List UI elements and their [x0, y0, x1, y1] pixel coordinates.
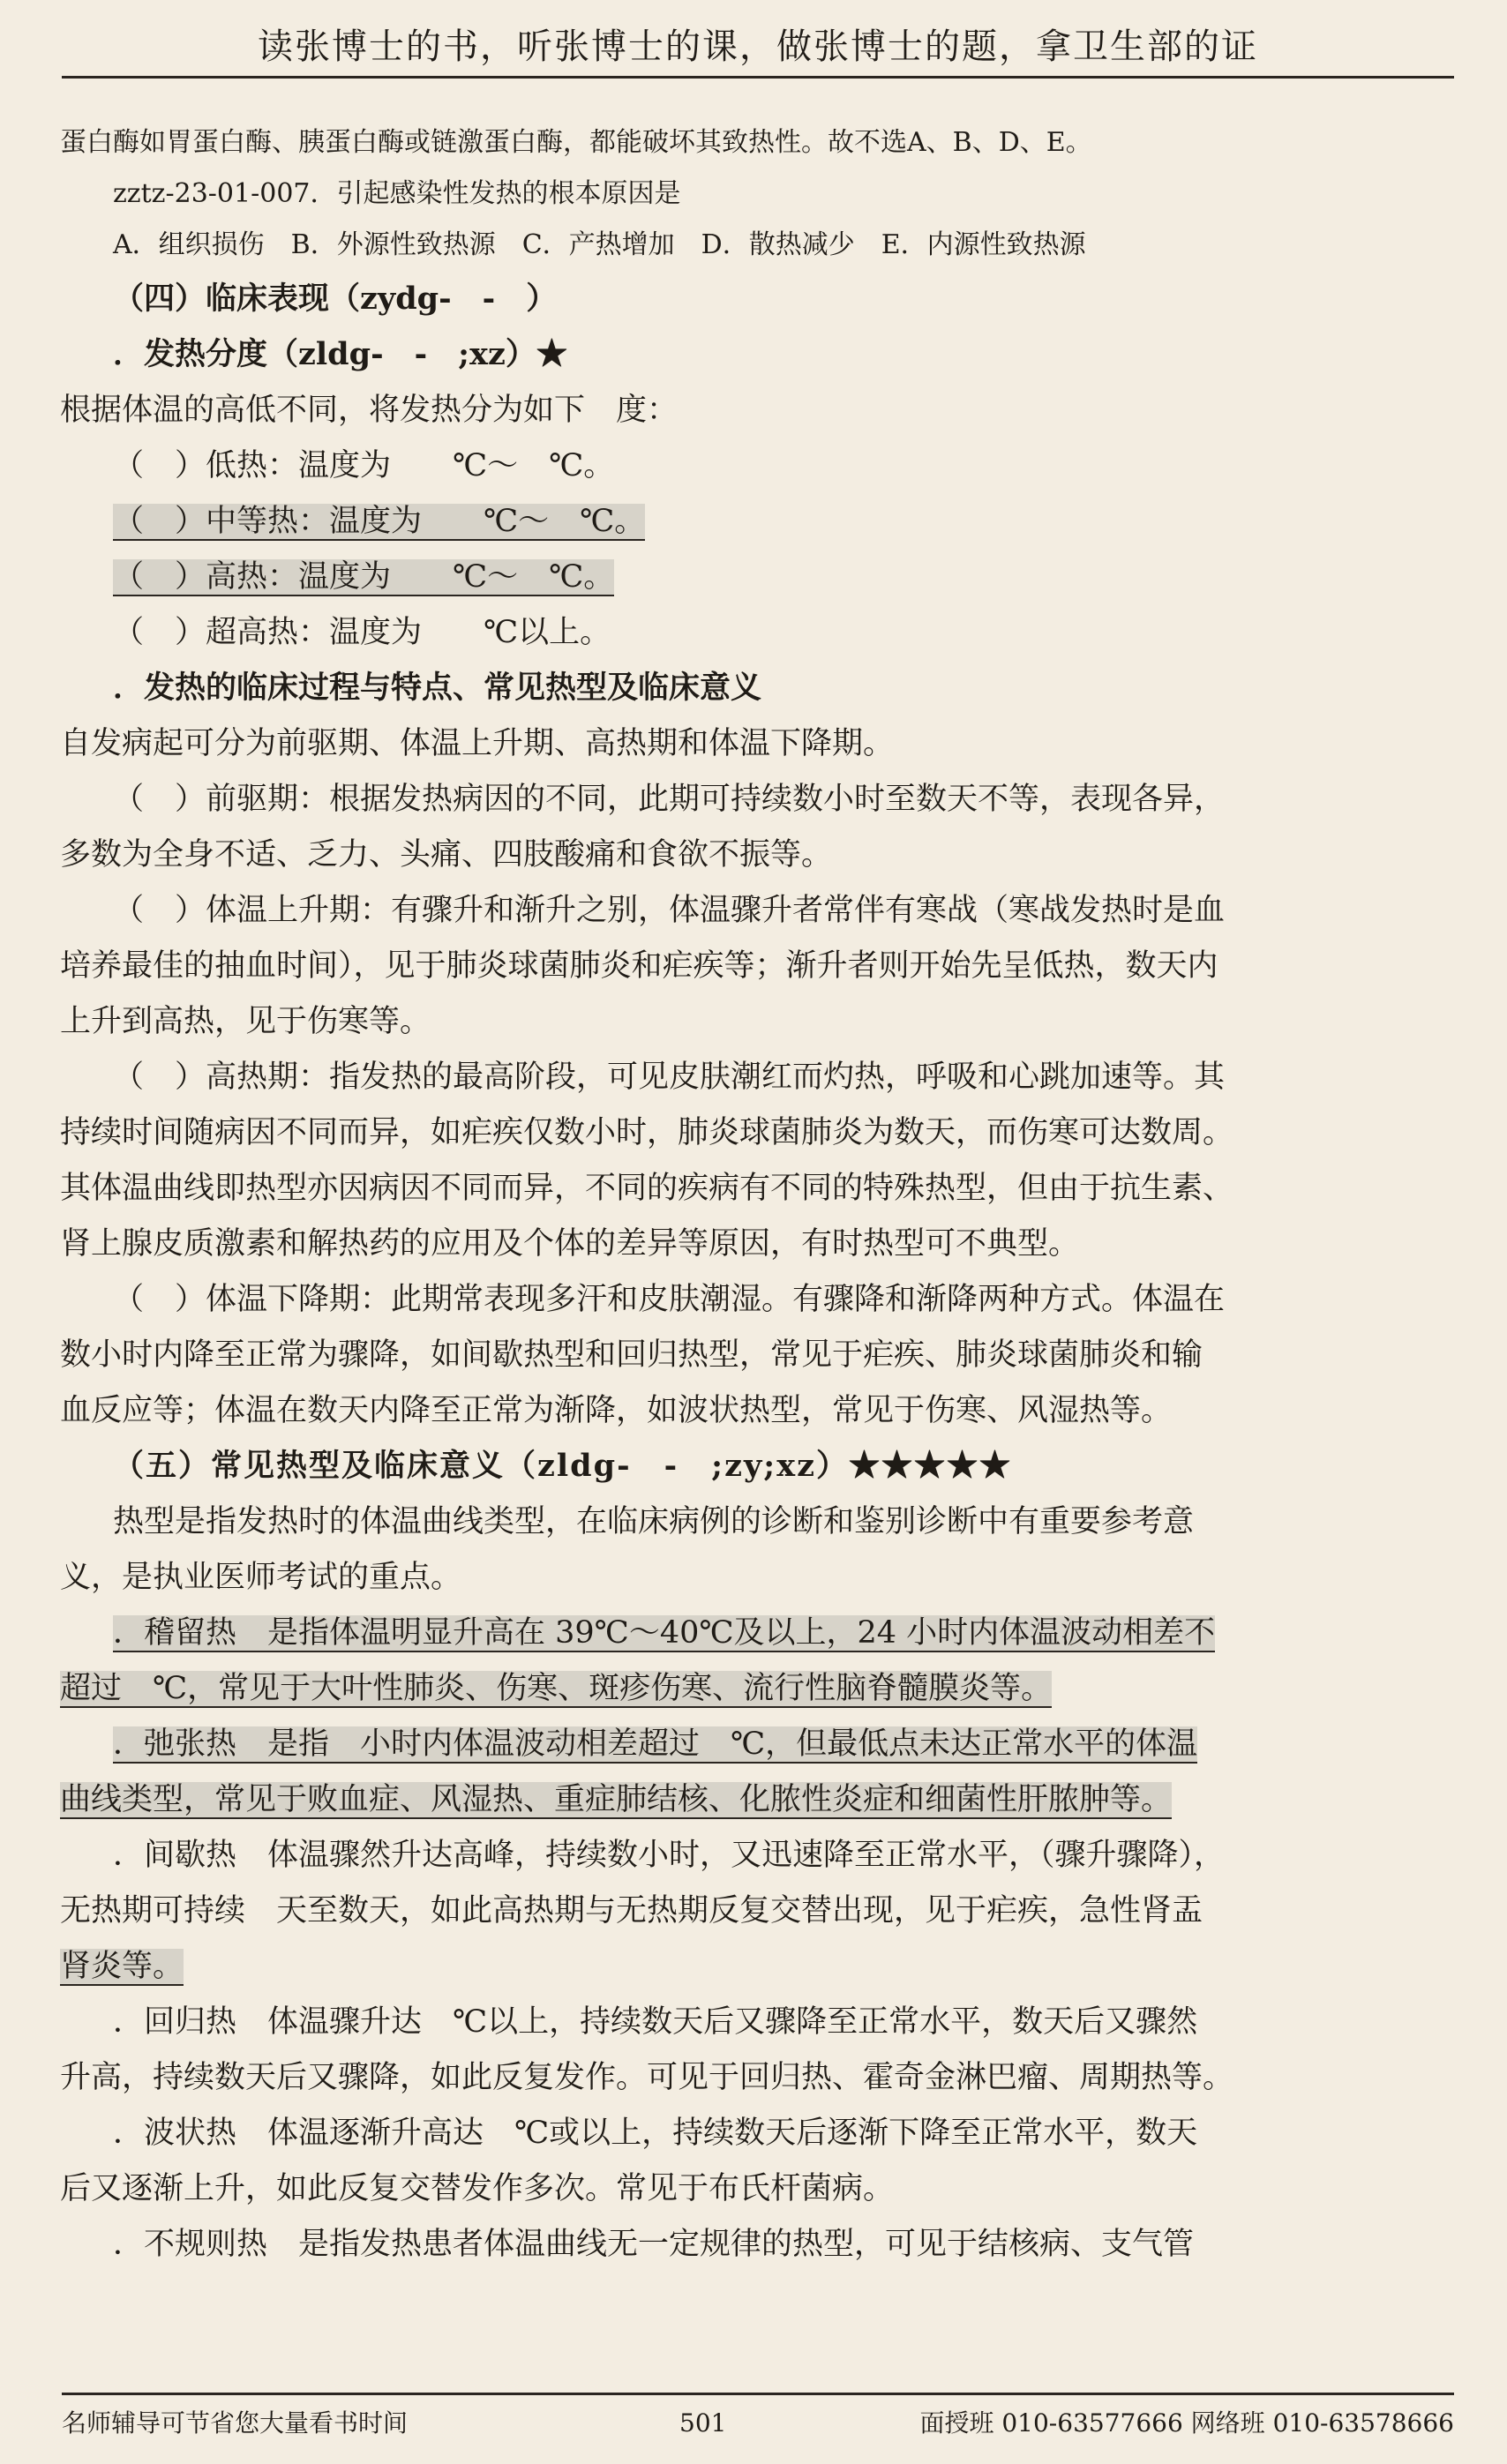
highlighted-text: 超过 ℃，常见于大叶性肺炎、伤寒、斑疹伤寒、流行性脑脊髓膜炎等。 — [60, 1671, 1053, 1706]
text-line: （ ）高热期：指发热的最高阶段，可见皮肤潮红而灼热，呼吸和心跳加速等。其 — [113, 1060, 1226, 1095]
text-line: 多数为全身不适、乏力、头痛、四肢酸痛和食欲不振等。 — [60, 837, 833, 873]
text-line: （ ）体温下降期：此期常表现多汗和皮肤潮湿。有骤降和渐降两种方式。体温在 — [113, 1282, 1226, 1317]
subsection-heading: ．发热的临床过程与特点、常见热型及临床意义 — [113, 670, 762, 706]
text-line: 义，是执业医师考试的重点。 — [60, 1560, 462, 1595]
highlighted-text: ．弛张热 是指 小时内体温波动相差超过 ℃，但最低点未达正常水平的体温 — [113, 1726, 1198, 1762]
page-header: 读张博士的书，听张博士的课，做张博士的题，拿卫生部的证 — [258, 26, 1258, 67]
question-stem: zztz-23-01-007．引起感染性发热的根本原因是 — [113, 178, 681, 209]
page-footer — [62, 2401, 1454, 2445]
page-body — [60, 124, 1454, 2278]
text-line: 根据体温的高低不同，将发热分为如下 度： — [60, 393, 679, 428]
text-line: 持续时间随病因不同而异，如疟疾仅数小时，肺炎球菌肺炎为数天，而伤寒可达数周。 — [60, 1115, 1234, 1150]
text-line: 上升到高热，见于伤寒等。 — [60, 1004, 431, 1039]
text-line: （ ）前驱期：根据发热病因的不同，此期可持续数小时至数天不等，表现各异， — [113, 782, 1226, 817]
text-line: （ ）超高热：温度为 ℃以上。 — [113, 615, 611, 650]
section-heading: （五）常见热型及临床意义（zldg- - ;zy;xz）★★★★★ — [113, 1448, 1012, 1484]
highlighted-text: （ ）中等热：温度为 ℃～ ℃。 — [113, 504, 646, 539]
text-line: ．回归热 体温骤升达 ℃以上，持续数天后又骤降至正常水平，数天后又骤然 — [113, 2004, 1198, 2040]
highlighted-text: （ ）高热：温度为 ℃～ ℃。 — [113, 559, 615, 595]
text-line — [60, 555, 1454, 599]
footer-rule — [62, 2393, 1454, 2395]
text-line: 蛋白酶如胃蛋白酶、胰蛋白酶或链激蛋白酶，都能破坏其致热性。故不选A、B、D、E。 — [60, 127, 1092, 158]
text-line: （ ）体温上升期：有骤升和渐升之别，体温骤升者常伴有寒战（寒战发热时是血 — [113, 893, 1226, 928]
question-options: A．组织损伤 B．外源性致热源 C．产热增加 D．散热减少 E．内源性致热源 — [113, 229, 1086, 260]
text-line: 培养最佳的抽血时间），见于肺炎球菌肺炎和疟疾等；渐升者则开始先呈低热，数天内 — [60, 948, 1218, 984]
text-line — [60, 1944, 1454, 1988]
text-line: 无热期可持续 天至数天，如此高热期与无热期反复交替出现，见于疟疾，急性肾盂 — [60, 1893, 1203, 1929]
text-line: （ ）低热：温度为 ℃～ ℃。 — [113, 448, 615, 483]
header-rule — [62, 76, 1454, 79]
section-heading: （四）临床表现（zydg- - ） — [113, 281, 558, 317]
footer-contact: 面授班 010-63577666 网络班 010-63578666 — [919, 2408, 1454, 2438]
text-line: ．波状热 体温逐渐升高达 ℃或以上，持续数天后逐渐下降至正常水平，数天 — [113, 2116, 1198, 2151]
page-number: 501 — [679, 2408, 727, 2438]
highlighted-text: ．稽留热 是指体温明显升高在 39℃～40℃及以上，24 小时内体温波动相差不 — [113, 1615, 1216, 1651]
text-line: 血反应等；体温在数天内降至正常为渐降，如波状热型，常见于伤寒、风湿热等。 — [60, 1393, 1173, 1428]
subsection-heading: ．发热分度（zldg- - ;xz）★ — [113, 336, 567, 372]
text-line — [60, 499, 1454, 543]
text-line: ．不规则热 是指发热患者体温曲线无一定规律的热型，可见于结核病、支气管 — [113, 2227, 1195, 2262]
text-line: 其体温曲线即热型亦因病因不同而异，不同的疾病有不同的特殊热型，但由于抗生素、 — [60, 1171, 1234, 1206]
text-line: 热型是指发热时的体温曲线类型，在临床病例的诊断和鉴别诊断中有重要参考意 — [113, 1504, 1195, 1539]
text-line: 自发病起可分为前驱期、体温上升期、高热期和体温下降期。 — [60, 726, 895, 761]
text-line: 升高，持续数天后又骤降，如此反复发作。可见于回归热、霍奇金淋巴瘤、周期热等。 — [60, 2060, 1234, 2095]
highlighted-text: 曲线类型，常见于败血症、风湿热、重症肺结核、化脓性炎症和细菌性肝脓肿等。 — [60, 1782, 1173, 1817]
highlighted-text: 肾炎等。 — [60, 1949, 184, 1984]
text-line — [60, 1778, 1454, 1822]
text-line: ．间歇热 体温骤然升达高峰，持续数小时，又迅速降至正常水平，（骤升骤降）， — [113, 1838, 1226, 1873]
text-line: 数小时内降至正常为骤降，如间歇热型和回归热型，常见于疟疾、肺炎球菌肺炎和输 — [60, 1337, 1203, 1373]
text-line — [60, 1666, 1454, 1711]
text-line — [60, 1611, 1454, 1655]
footer-slogan: 名师辅导可节省您大量看书时间 — [62, 2408, 409, 2438]
text-line: 后又逐渐上升，如此反复交替发作多次。常见于布氏杆菌病。 — [60, 2171, 895, 2206]
text-line: 肾上腺皮质激素和解热药的应用及个体的差异等原因，有时热型可不典型。 — [60, 1226, 1080, 1262]
text-line — [60, 1722, 1454, 1766]
